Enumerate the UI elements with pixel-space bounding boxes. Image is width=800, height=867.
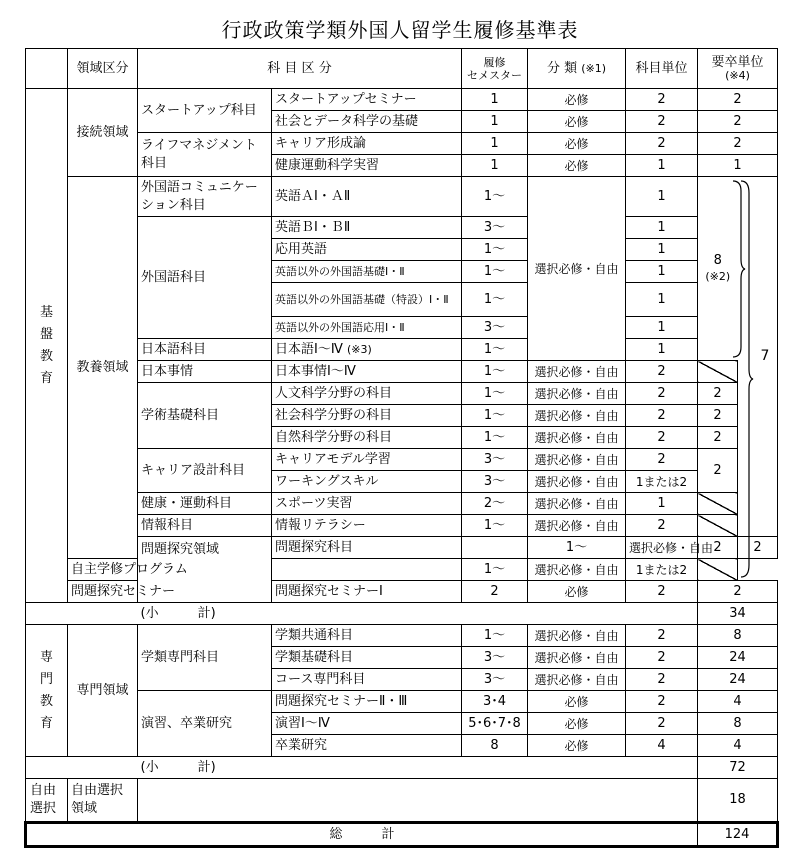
header-domain: 領域区分 [68,49,138,89]
total-value: 124 [698,823,778,847]
subject-cell: 自然科学分野の科目 [272,427,462,449]
credit-cell: 2 [626,669,698,691]
table-row [26,339,778,361]
group-gakurui-senmon: 学類専門科目 [138,625,272,691]
subject-cell [462,537,528,559]
table-row [26,493,778,515]
category-cell: 必修 [528,581,626,603]
credit-cell: 2 [626,625,698,647]
category-cell: 必修 [528,89,626,111]
credit-cell: 1または2 [626,559,698,581]
subject-cell: 英語以外の外国語基礎（特設）Ⅰ・Ⅱ [272,283,462,317]
credit-cell: 2 [626,515,698,537]
semester-cell: 1～ [528,537,626,559]
header-semester: 履修 セメスター [462,49,528,89]
semester-cell: 1～ [462,405,528,427]
group-kenko: 健康・運動科目 [138,493,272,515]
credit-cell: 4 [626,735,698,757]
semester-cell: 1～ [462,177,528,217]
category-cell: 選択必修・自由 [528,427,626,449]
subject-cell: スタートアップセミナー [272,89,462,111]
required-cell: 8 [698,625,778,647]
subtotal-blank [26,603,138,625]
required-cell: 2 [698,133,778,155]
required-cell: 4 [698,735,778,757]
group-nihongo: 日本語科目 [138,339,272,361]
category-cell: 選択必修・自由 [528,647,626,669]
required-cell: 24 [698,669,778,691]
subject-cell: 社会科学分野の科目 [272,405,462,427]
required-cell: 18 [698,779,778,823]
brace-total: 7 [760,348,770,364]
subject-cell: 卒業研究 [272,735,462,757]
category-cell: 必修 [528,155,626,177]
semester-cell: 1 [462,89,528,111]
category-cell: 必修 [528,735,626,757]
header-credit: 科目単位 [626,49,698,89]
credit-cell: 1 [626,339,698,361]
credit-cell: 2 [626,361,698,383]
subject-cell: 情報リテラシー [272,515,462,537]
table-row [26,133,778,155]
header-subject-division: 科 目 区 分 [138,49,462,89]
semester-cell: 1～ [462,515,528,537]
table-row [26,177,778,217]
subtotal-row [26,757,778,779]
table-row [26,89,778,111]
credit-cell: 2 [626,133,698,155]
subject-cell: 英語以外の外国語基礎Ⅰ・Ⅱ [272,261,462,283]
credit-cell: 2 [626,647,698,669]
subject-cell: 英語ＡⅠ・ＡⅡ [272,177,462,217]
header-row [26,49,778,89]
subtotal-value: 34 [698,603,778,625]
subtotal-blank [26,757,138,779]
semester-cell: 1 [462,111,528,133]
semester-cell: 1～ [462,427,528,449]
subject-cell: 問題探究セミナーⅠ [272,581,462,603]
page-title: 行政政策学類外国人留学生履修基準表 [221,18,579,42]
header-category: 分 類 (※1) [528,49,626,89]
subtotal-value: 72 [698,757,778,779]
credit-cell: 1 [626,261,698,283]
subject-cell: 応用英語 [272,239,462,261]
category-cell-foreign-language: 選択必修・自由 [528,177,626,361]
group-jishu: 自主学修プログラム [68,559,138,581]
semester-cell: 1～ [462,339,528,361]
domain-kyoyo: 教養領域 [68,177,138,559]
semester-cell: 8 [462,735,528,757]
credit-cell: 2 [626,449,698,471]
required-cell: 2 [698,581,778,603]
category-cell: 選択必修・自由 [528,559,626,581]
credit-cell: 2 [626,713,698,735]
credit-cell: 2 [626,111,698,133]
group-life: ライフマネジメント科目 [138,133,272,177]
semester-cell: 3･4 [462,691,528,713]
credit-cell: 2 [626,89,698,111]
required-cell: 24 [698,647,778,669]
subtotal-row [26,603,778,625]
group-startup: スタートアップ科目 [138,89,272,133]
table-row [26,449,778,471]
subtotal-label: (小 計) [138,603,698,625]
semester-cell: 1～ [462,361,528,383]
brace-kyoyo [740,179,754,579]
domain-senmon: 専門領域 [68,625,138,757]
credit-cell: 1 [626,155,698,177]
group-career: キャリア設計科目 [138,449,272,493]
group-gaikokugo: 外国語科目 [138,217,272,339]
subject-cell: 英語以外の外国語応用Ⅰ・Ⅱ [272,317,462,339]
category-cell: 選択必修・自由 [528,405,626,427]
semester-cell: 2 [462,581,528,603]
table-row [26,217,778,239]
credit-cell: 2 [626,405,698,427]
category-cell: 必修 [528,111,626,133]
domain-jiyu: 自由選択領域 [68,779,138,823]
subtotal-label: (小 計) [138,757,698,779]
credit-cell: 1または2 [626,471,698,493]
category-cell: 選択必修・自由 [528,361,626,383]
semester-cell: 1～ [462,559,528,581]
semester-cell: 1～ [462,283,528,317]
semester-cell: 1～ [462,239,528,261]
required-cell: 2 [698,449,738,493]
credit-cell: 2 [626,383,698,405]
group-gakujutsu: 学術基礎科目 [138,383,272,449]
category-cell: 選択必修・自由 [528,449,626,471]
group-joho: 情報科目 [138,515,272,537]
total-label: 総 計 [26,823,698,847]
semester-cell: 1～ [462,383,528,405]
group-mondai-kamoku: 問題探究科目 [272,537,462,559]
credit-cell: 1 [626,239,698,261]
required-cell-empty [698,493,738,515]
required-cell: 2 [698,383,738,405]
subject-cell: 社会とデータ科学の基礎 [272,111,462,133]
total-row [26,823,778,847]
subject-cell: 人文科学分野の科目 [272,383,462,405]
required-cell-empty [698,559,738,581]
section-jiyu: 自由選択 [26,779,68,823]
subject-cell: 日本語Ⅰ～Ⅳ (※3) [272,339,462,361]
semester-cell: 5･6･7･8 [462,713,528,735]
credit-cell: 1 [626,177,698,217]
required-cell: 2 [698,405,738,427]
semester-cell: 3～ [462,217,528,239]
table-row [26,691,778,713]
subject-cell: 日本事情Ⅰ～Ⅳ [272,361,462,383]
required-cell-empty [698,515,738,537]
semester-cell: 3～ [462,647,528,669]
semester-cell: 3～ [462,317,528,339]
semester-cell: 2～ [462,493,528,515]
required-cell: 2 [698,89,778,111]
section-kiban: 基盤教育 [26,89,68,603]
category-cell: 選択必修・自由 [528,383,626,405]
subject-cell: 英語ＢⅠ・ＢⅡ [272,217,462,239]
semester-cell: 1 [462,133,528,155]
required-cell: 2 [698,427,738,449]
category-cell: 必修 [528,713,626,735]
table-row [26,625,778,647]
subject-cell: ワーキングスキル [272,471,462,493]
required-cell: 2 [698,111,778,133]
category-cell: 必修 [528,691,626,713]
subject-cell: キャリアモデル学習 [272,449,462,471]
table-row [26,383,778,405]
table-row [26,361,778,383]
group-gaikokugo-comm: 外国語コミュニケーション科目 [138,177,272,217]
group-enshu: 演習、卒業研究 [138,691,272,757]
group-mondai-seminar: 問題探究セミナー [68,581,138,603]
credit-cell: 1 [626,283,698,317]
subject-cell: 演習Ⅰ～Ⅳ [272,713,462,735]
credit-cell: 2 [698,537,738,559]
required-cell: 2 [738,537,778,559]
jiyu-blank [138,779,698,823]
table-row [26,581,778,603]
semester-cell: 1～ [462,625,528,647]
header-blank [26,49,68,89]
category-cell: 選択必修・自由 [528,669,626,691]
semester-cell: 3～ [462,449,528,471]
table-row [26,559,778,581]
table-row [26,779,778,823]
subject-cell [272,559,462,581]
semester-cell: 1 [462,155,528,177]
table-row [26,537,778,559]
subject-cell: キャリア形成論 [272,133,462,155]
semester-cell: 1～ [462,261,528,283]
required-cell-foreign-language: 8 (※2) [698,177,738,361]
category-cell: 選択必修・自由 [528,515,626,537]
section-senmon: 専門教育 [26,625,68,757]
subject-cell: 学類基礎科目 [272,647,462,669]
domain-setsuzoku: 接続領域 [68,89,138,177]
credit-cell: 2 [626,691,698,713]
credit-cell: 1 [626,493,698,515]
category-cell: 選択必修・自由 [528,625,626,647]
group-nihon-jijo: 日本事情 [138,361,272,383]
subject-cell: 学類共通科目 [272,625,462,647]
category-cell: 選択必修・自由 [528,493,626,515]
required-cell-empty [698,361,738,383]
table-row [26,515,778,537]
category-cell: 必修 [528,133,626,155]
subject-cell: スポーツ実習 [272,493,462,515]
required-cell: 8 [698,713,778,735]
semester-cell: 3～ [462,669,528,691]
credit-cell: 1 [626,217,698,239]
required-cell: 1 [698,155,778,177]
credit-cell: 2 [626,581,698,603]
subject-cell: コース専門科目 [272,669,462,691]
category-cell: 選択必修・自由 [626,537,698,559]
credit-cell: 1 [626,317,698,339]
subject-cell: 問題探究セミナーⅡ・Ⅲ [272,691,462,713]
curriculum-table [24,48,779,848]
required-cell: 4 [698,691,778,713]
subject-cell: 健康運動科学実習 [272,155,462,177]
category-cell: 選択必修・自由 [528,471,626,493]
header-required: 要卒単位 (※4) [698,49,778,89]
credit-cell: 2 [626,427,698,449]
semester-cell: 3～ [462,471,528,493]
domain-mondai: 問題探究領域 [138,537,272,603]
